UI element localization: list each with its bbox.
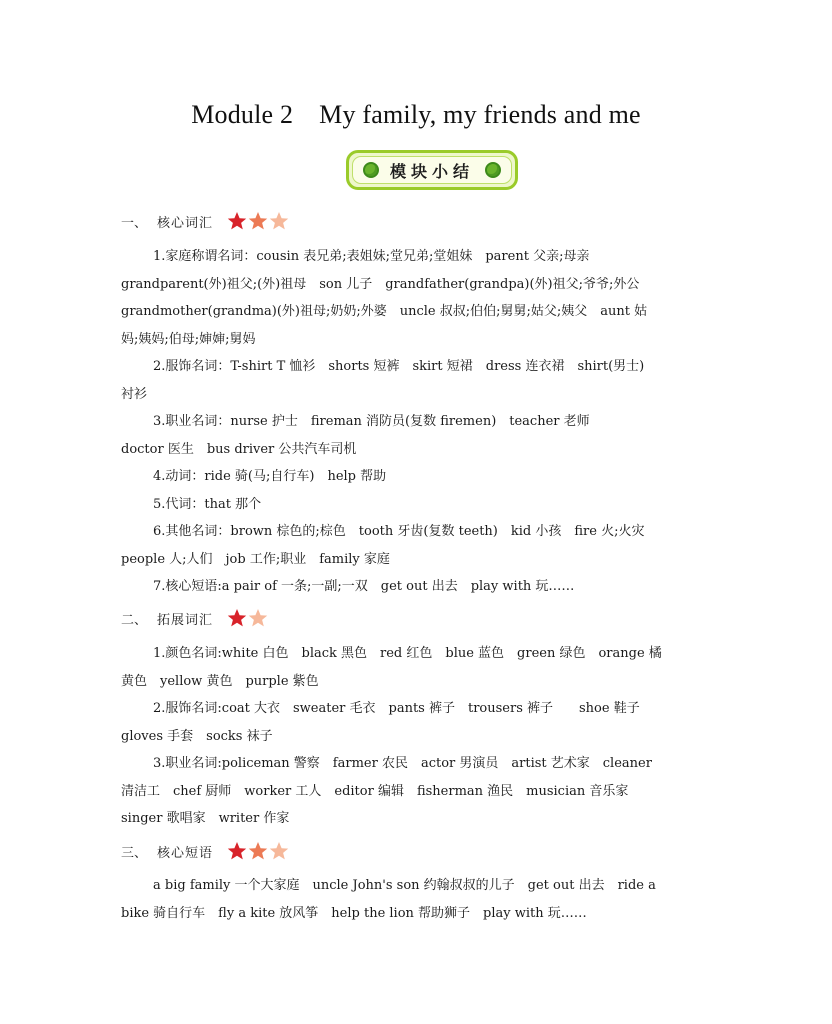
star-icon [248, 211, 268, 231]
text-line: 5.代词：that 那个 [153, 496, 262, 512]
section-heading-core-phrases [121, 839, 290, 863]
text-line: 衬衫 [121, 386, 148, 402]
section-name: 核心短语 [157, 845, 214, 861]
section-heading-extended-vocabulary [121, 606, 269, 630]
section-name: 拓展词汇 [157, 612, 214, 628]
text-line: 黄色 yellow 黄色 purple 紫色 [121, 673, 319, 689]
section-name: 核心词汇 [157, 215, 214, 231]
section-number: 二、 [121, 612, 148, 628]
text-line: bike 骑自行车 fly a kite 放风筝 help the lion 帮助狮子 play with 玩…… [121, 905, 587, 921]
green-dot-icon [363, 162, 379, 178]
badge-label: 模块小结 [389, 161, 474, 181]
difficulty-rating [227, 841, 290, 861]
difficulty-rating [227, 608, 269, 628]
text-line: doctor 医生 bus driver 公共汽车司机 [121, 441, 357, 457]
text-line: a big family 一个大家庭 uncle John's son 约翰叔叔的儿子 get out 出去 ride a [153, 878, 656, 893]
section-number: 一、 [121, 215, 148, 231]
green-dot-icon [485, 162, 501, 178]
module-title: My family, my friends and me [319, 100, 641, 129]
module-number: Module 2 [191, 100, 294, 129]
star-icon [227, 841, 247, 861]
half-star-icon [269, 211, 289, 231]
text-line: 1.家庭称谓名词：cousin 表兄弟;表姐妹;堂兄弟;堂姐妹 parent 父亲;母亲 [153, 249, 590, 264]
text-line: 1.颜色名词:white 白色 black 黑色 red 红色 blue 蓝色 green 绿色 orange 橘 [153, 646, 662, 661]
module-summary-badge [346, 150, 518, 190]
text-line: 6.其他名词：brown 棕色的;棕色 tooth 牙齿(复数 teeth) kid 小孩 fire 火;火灾 [153, 524, 645, 539]
star-icon [227, 211, 247, 231]
text-line: grandparent(外)祖父;(外)祖母 son 儿子 grandfather(grandpa)(外)祖父;爷爷;外公 [121, 276, 640, 292]
text-line: 7.核心短语:a pair of 一条;一副;一双 get out 出去 play with 玩…… [153, 579, 575, 594]
difficulty-rating [227, 211, 290, 231]
text-line: grandmother(grandma)(外)祖母;奶奶;外婆 uncle 叔叔;伯伯;舅舅;姑父;姨父 aunt 姑 [121, 304, 648, 319]
text-line: singer 歌唱家 writer 作家 [121, 811, 290, 826]
text-line: 妈;姨妈;伯母;婶婶;舅妈 [121, 331, 256, 347]
text-line: 3.职业名词:policeman 警察 farmer 农民 actor 男演员 artist 艺术家 cleaner [153, 756, 652, 771]
text-line: 3.职业名词：nurse 护士 fireman 消防员(复数 firemen) teacher 老师 [153, 414, 590, 429]
text-line: gloves 手套 socks 袜子 [121, 728, 273, 744]
page-title [0, 100, 832, 130]
text-line: people 人;人们 job 工作;职业 family 家庭 [121, 551, 390, 567]
half-star-icon [248, 608, 268, 628]
core-phrases-list [121, 872, 711, 927]
star-icon [227, 608, 247, 628]
text-line: 2.服饰名词：T-shirt T 恤衫 shorts 短裤 skirt 短裙 dress 连衣裙 shirt(男士) [153, 359, 645, 374]
text-line: 4.动词：ride 骑(马;自行车) help 帮助 [153, 469, 387, 484]
half-star-icon [269, 841, 289, 861]
section-heading-core-vocabulary [121, 209, 290, 233]
star-icon [248, 841, 268, 861]
core-vocabulary-list [121, 243, 711, 601]
text-line: 2.服饰名词:coat 大衣 sweater 毛衣 pants 裤子 trousers 裤子 shoe 鞋子 [153, 701, 640, 716]
text-line: 清洁工 chef 厨师 worker 工人 editor 编辑 fisherman 渔民 musician 音乐家 [121, 783, 629, 799]
section-number: 三、 [121, 845, 148, 861]
extended-vocabulary-list [121, 640, 711, 833]
